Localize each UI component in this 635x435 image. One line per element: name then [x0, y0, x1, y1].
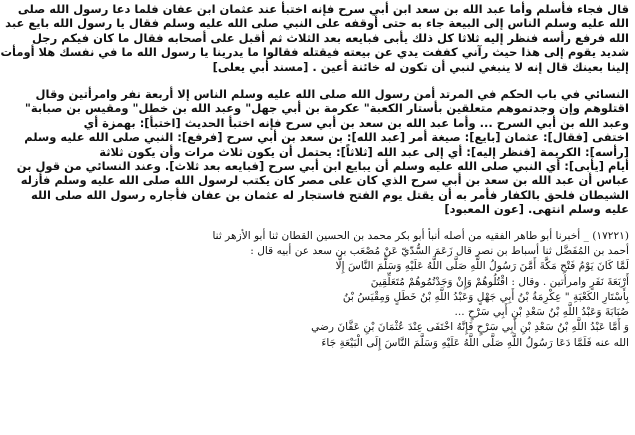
hadith-paragraph — [128, 229, 629, 351]
text-line: شديد يقوم إلى هذا حيث رآني كففت يدي عن بيعته فيقتله فقالوا ما يدرينا يا رسول الله ما في نفسك هلا أومأت — [0, 45, 629, 60]
text-line: وَ أَمَّا عَبْدُ اللَّهِ بْنُ سَعْدِ بْنِ أَبِي سَرْحٍ فَإِنَّهُ اخْتَفَى عِنْدَ عُثْمَانَ بْنِ عَفَّانَ رضي — [311, 321, 629, 334]
text-line: صُبَابَةَ وَعَبْدُ اللَّهِ بْنُ سَعْدِ بْنِ أَبِي سَرْحٍ ... — [454, 306, 629, 319]
text-line: [رأسه]: الكريمة [فنظر إليه]: أي إلى عبد الله [ثلاثاً]: يحتمل أن يكون ثلاث مرات وأن يكون ثلاثة — [99, 144, 629, 159]
text-line: إلينا بعينك قال إنه لا ينبغي لنبي أن تكون له خائنة أعين . [مسند أبي يعلى] — [212, 59, 629, 74]
text-line: النسائي في باب الحكم في المرتد أمن رسول الله صلى الله عليه وسلم الناس إلا أربعة نفر وامرأتين وقال — [35, 87, 629, 102]
text-line: (١٧٢٢١) _ أخبرنا أبو طاهر الفقيه من أصله أنبأ أبو بكر محمد بن الحسين القطان ثنا أبو الأزهر ثنا — [212, 229, 629, 242]
text-line: أحمد بن المُفَضَّل ثنا أسباط بن نصر قال زَعَمَ السُّدّيّ عَنْ مُصْعَب بن سعد عن أبيه قال : — [250, 244, 629, 257]
text-line: أَرْبَعَةَ نَفَرٍ وامرأتين . وقال : اقْتُلُوهُمْ وَإِنْ وَجَدْتُمُوهُمْ مُتَعَلِّقِينَ — [370, 275, 629, 288]
text-line: بِأَسْتَارِ الكَعْبَةِ " عِكْرِمَةُ بْنُ أَبِي جَهْلٍ وَعَبْدُ اللَّهِ بْنُ خَطَلٍ وَمِقْيَسُ بْنُ — [342, 290, 629, 303]
text-line: عليه وسلم انتهى. [عون المعبود] — [444, 202, 629, 217]
text-line: لَمَّا كَانَ يَوْمُ فَتْحِ مَكَّةَ أَمَّنَ رَسُولُ اللَّهِ صَلَّى اللَّهُ عَلَيْهِ وَسَلَّمَ النَّاسَ إِلَّا — [335, 260, 629, 273]
narration-paragraph — [0, 2, 629, 74]
text-line: عباس أن عبد الله بن سعد بن أبي سرح الذي كان على مصر كان يكتب لرسول الله صلى الله عليه وسلم فأزله — [20, 173, 629, 188]
text-line: اختفى [فقال]: عثمان [بايع]: صيغة أمر [عبد الله]: بن سعد بن أبي سرح [فرفع]: النبي صلى الله عليه وسلم — [24, 130, 629, 145]
text-line: الله عليه وسلم الناس إلى البيعة جاء به حتى أوقفه على النبي صلى الله عليه وسلم فقال يا رسول الله بايع عبد — [5, 16, 629, 31]
text-line: قال فجاء فأسلم وأما عبد الله بن سعد ابن أبي سرح فإنه اختبأ عند عثمان ابن عفان فلما دعا رسول الله صلى — [17, 2, 629, 16]
text-line: وعبد الله بن أبي السرح ... وأما عبد الله بن سعد بن أبي سرح فإنه اختبأ الحديث [اختبأ]: بهمزة أي — [83, 115, 629, 130]
text-line: أيام [يأبى]: أي النبي صلى الله عليه وسلم أن يبايع ابن أبي سرح [فبايعه بعد ثلاث]. وعند النسائي من قول بن — [16, 159, 629, 174]
text-line: الله فرفع رأسه فنظر إليه ثلاثا كل ذلك يأبى فبايعه بعد الثلاث ثم أقبل على أصحابه فقال ما كان فيكم رجل — [32, 30, 629, 45]
commentary-paragraph — [16, 87, 629, 217]
paragraph-gap — [128, 217, 629, 229]
paragraph-gap — [128, 74, 629, 87]
text-line: اقتلوهم وإن وجدتموهم متعلقين بأستار الكعبة" عكرمة بن أبي جهل" وعبد الله بن خطل" ومقيس بن صبابة" — [24, 101, 629, 116]
text-line: الشيطان فلحق بالكفار فأمر به أن يقتل يوم الفتح فاستجار له عثمان بن عفان فأجاره رسول الله صلى الله — [31, 187, 629, 202]
text-line: الله عنه فَلَمَّا دَعَا رَسُولُ اللَّهِ صَلَّى اللَّهُ عَلَيْهِ وَسَلَّمَ النَّاسَ إِلَى الْبَيْعَةِ جَاءَ — [321, 336, 629, 349]
